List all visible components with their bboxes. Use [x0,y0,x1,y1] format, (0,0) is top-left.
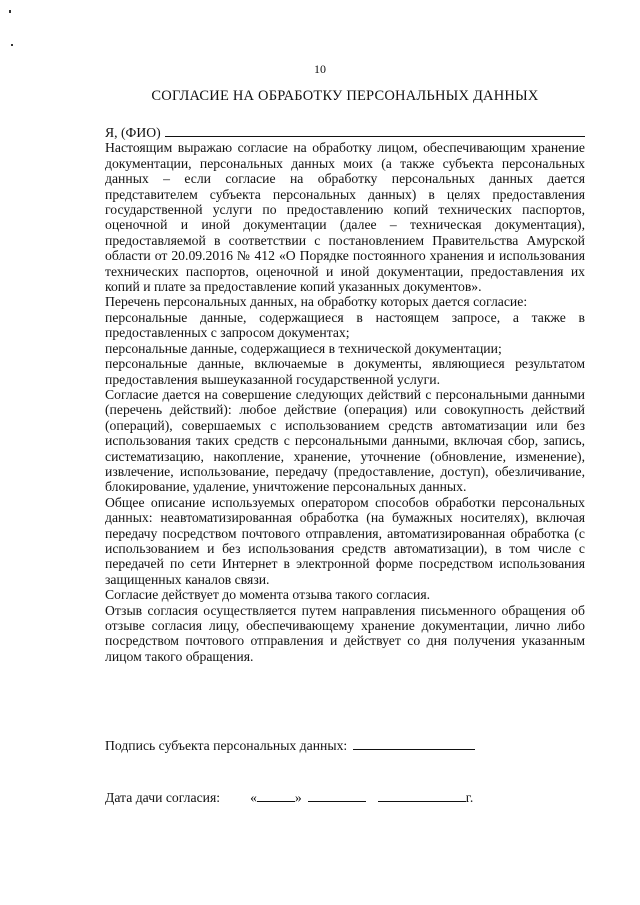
signature-label: Подпись субъекта персональных данных: [105,738,348,753]
paragraph-revocation: Отзыв согласия осуществляется путем направления письменного обращения об отзыве согласия лицу, обеспечивающему хранение документации, лично либо посредством почтового отправления и действует со дня получения указанным лицом такого обращения. [105,602,585,664]
date-year-suffix: г. [465,790,474,805]
paragraph-actions: Согласие дается на совершение следующих действий с персональными данными (перечень действий): любое действие (операция) или совокупность действий (операций), совершаемых с использованием средств автоматизации или без использования таких средств с персональными данными, включая сбор, запись, систематизацию, накопление, хранение, уточнение (обновление, изменение), извлечение, использование, передачу (предоставление, доступ), обезличивание, блокирование, удаление, уничтожение персональных данных. [105,386,585,495]
date-year-blank[interactable] [378,789,466,802]
date-day-blank[interactable] [257,789,295,802]
page-title: СОГЛАСИЕ НА ОБРАБОТКУ ПЕРСОНАЛЬНЫХ ДАННЫХ [151,88,539,104]
scan-speck [9,10,11,13]
page-number: 10 [314,62,326,76]
paragraph-processing-methods: Общее описание используемых оператором способов обработки персональных данных: неавтоматизированная обработка (на бумажных носителях), включая передачу посредством почтового отправления, автоматизированная обработка (с использованием и без использования средств автоматизации), в том числе с передачей по сети Интернет в электронной форме посредством использования защищенных каналов связи. [105,494,585,587]
paragraph-data-item: персональные данные, содержащиеся в настоящем запросе, а также в предоставленных с запросом документах; [105,309,585,341]
document-body [105,124,585,664]
signature-blank-field[interactable] [353,737,475,750]
scan-speck [11,44,13,46]
date-month-blank[interactable] [308,789,366,802]
date-close-quote: » [294,790,302,805]
fio-label: Я, (ФИО) [105,125,161,140]
fio-blank-field[interactable] [165,124,585,137]
date-label: Дата дачи согласия: [105,790,221,805]
paragraph-data-item: персональные данные, включаемые в документы, являющиеся результатом предоставления вышеуказанной государственной услуги. [105,356,585,387]
paragraph-data-list-heading: Перечень персональных данных, на обработку которых дается согласие: [105,294,528,310]
date-line [105,789,473,806]
date-open-quote: « [250,790,257,805]
paragraph-validity: Согласие действует до момента отзыва такого согласия. [105,587,431,603]
fio-line [105,124,585,140]
paragraph-consent: Настоящим выражаю согласие на обработку лицом, обеспечивающим хранение документации, персональных данных моих (а также субъекта персональных данных – если согласие на обработку персональных данных дается представителем субъекта персональных данных) в целях предоставления государственной услуги по предоставлению копий технических паспортов, оценочной и иной документации (далее – техническая документация), предоставляемой в соответствии с постановлением Правительства Амурской области от 20.09.2016 № 412 «О Порядке постоянного хранения и использования технических паспортов, оценочной и иной документации, предоставления их копий и плате за предоставление копий указанных документов». [105,140,585,295]
paragraph-data-item: персональные данные, содержащиеся в технической документации; [105,340,502,356]
signature-line [105,737,475,754]
